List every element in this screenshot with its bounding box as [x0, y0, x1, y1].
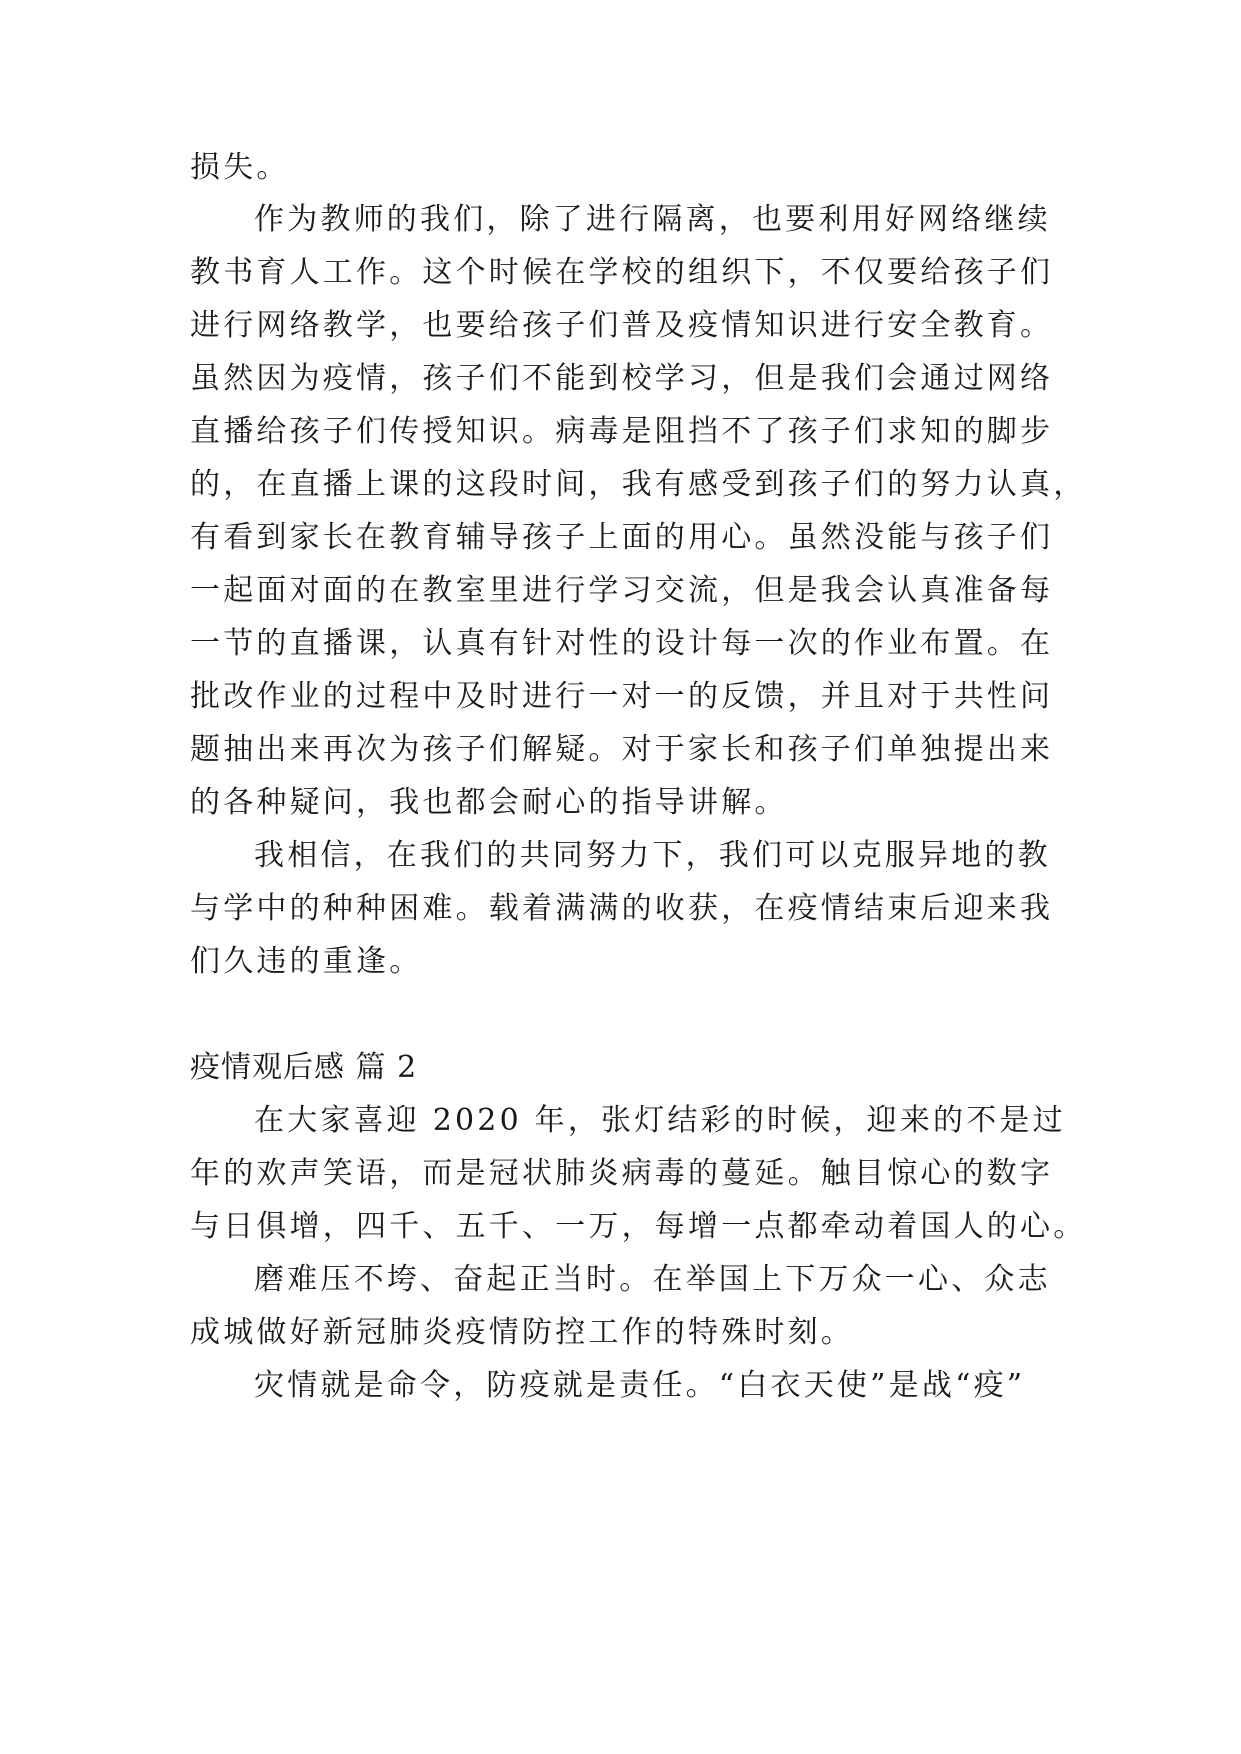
- text-line: 一起面对面的在教室里进行学习交流，但是我会认真准备每: [190, 573, 1054, 608]
- text-line: 批改作业的过程中及时进行一对一的反馈，并且对于共性问: [190, 679, 1054, 714]
- text-line: 直播给孩子们传授知识。病毒是阻挡不了孩子们求知的脚步: [190, 414, 1054, 449]
- section-heading: 疫情观后感 篇 2: [190, 1050, 418, 1085]
- text-line: 的，在直播上课的这段时间，我有感受到孩子们的努力认真，: [190, 467, 1087, 502]
- text-line: 的各种疑问，我也都会耐心的指导讲解。: [190, 785, 788, 820]
- paragraph-first-line: 灾情就是命令，防疫就是责任。“白衣天使”是战“疫”: [254, 1368, 1026, 1403]
- text-line: 与学中的种种困难。载着满满的收获，在疫情结束后迎来我: [190, 891, 1054, 926]
- text-line: 虽然因为疫情，孩子们不能到校学习，但是我们会通过网络: [190, 361, 1054, 396]
- paragraph-first-line: 在大家喜迎 2020 年，张灯结彩的时候，迎来的不是过: [254, 1103, 1066, 1138]
- text-line: 教书育人工作。这个时候在学校的组织下，不仅要给孩子们: [190, 255, 1054, 290]
- text-line: 进行网络教学，也要给孩子们普及疫情知识进行安全教育。: [190, 308, 1054, 343]
- text-line: 年的欢声笑语，而是冠状肺炎病毒的蔓延。触目惊心的数字: [190, 1156, 1054, 1191]
- text-line: 损失。: [190, 150, 290, 185]
- text-line: 一节的直播课，认真有针对性的设计每一次的作业布置。在: [190, 626, 1054, 661]
- text-line: 与日俱增，四千、五千、一万，每增一点都牵动着国人的心。: [190, 1209, 1087, 1244]
- paragraph-first-line: 作为教师的我们，除了进行隔离，也要利用好网络继续: [254, 202, 1051, 237]
- paragraph-first-line: 磨难压不垮、奋起正当时。在举国上下万众一心、众志: [254, 1262, 1051, 1297]
- text-line: 成城做好新冠肺炎疫情防控工作的特殊时刻。: [190, 1315, 854, 1350]
- paragraph-first-line: 我相信，在我们的共同努力下，我们可以克服异地的教: [254, 838, 1051, 873]
- text-line: 们久违的重逢。: [190, 944, 423, 979]
- text-line: 题抽出来再次为孩子们解疑。对于家长和孩子们单独提出来: [190, 732, 1054, 767]
- text-line: 有看到家长在教育辅导孩子上面的用心。虽然没能与孩子们: [190, 520, 1054, 555]
